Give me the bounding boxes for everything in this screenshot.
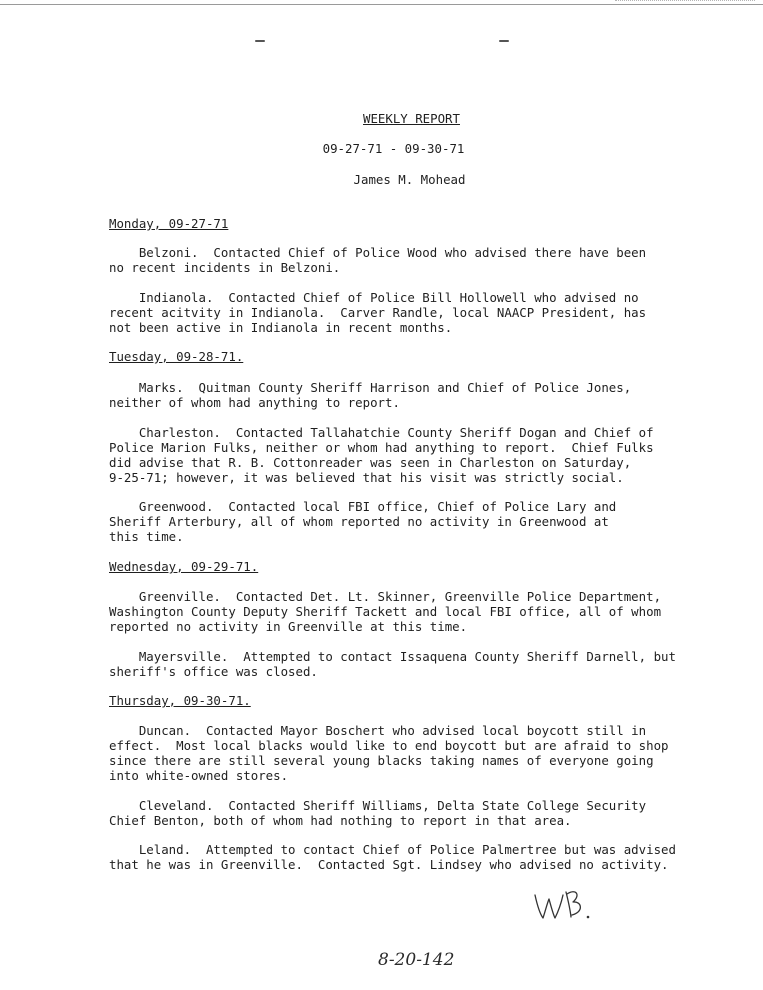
paragraph-line: neither of whom had anything to report. — [109, 395, 400, 410]
day-heading-wednesday: Wednesday, 09-29-71. — [109, 559, 259, 574]
paragraph-line: that he was in Greenville. Contacted Sgt. Lindsey who advised no activity. — [109, 857, 669, 872]
paragraph-line: Washington County Deputy Sheriff Tackett and local FBI office, all of whom — [109, 604, 662, 619]
paragraph-line: Cleveland. Contacted Sheriff Williams, Delta State College Security — [109, 798, 647, 813]
punch-mark-right — [499, 40, 509, 42]
page-top-edge — [0, 4, 763, 5]
day-heading-monday: Monday, 09-27-71 — [109, 216, 229, 231]
paragraph-line: reported no activity in Greenville at this time. — [109, 619, 468, 634]
paragraph-line: sheriff's office was closed. — [109, 664, 318, 679]
paragraph-line: Marks. Quitman County Sheriff Harrison and Chief of Police Jones, — [109, 380, 632, 395]
paragraph-line: Duncan. Contacted Mayor Boschert who advised local boycott still in — [109, 723, 647, 738]
paragraph-line: 9-25-71; however, it was believed that his visit was strictly social. — [109, 470, 624, 485]
paragraph-line: Sheriff Arterbury, all of whom reported no activity in Greenwood at — [109, 514, 609, 529]
paragraph-line: not been active in Indianola in recent months. — [109, 320, 453, 335]
handwritten-file-number: 8-20-142 — [378, 950, 455, 970]
report-author: James M. Mohead — [353, 172, 466, 187]
paragraph-line: Greenwood. Contacted local FBI office, Chief of Police Lary and — [109, 499, 617, 514]
paragraph-line: recent acitvity in Indianola. Carver Randle, local NAACP President, has — [109, 305, 647, 320]
paragraph-line: since there are still several young blacks taking names of everyone going — [109, 753, 654, 768]
handwritten-initials — [532, 886, 596, 928]
day-heading-thursday: Thursday, 09-30-71. — [109, 693, 251, 708]
paragraph-line: this time. — [109, 529, 184, 544]
paragraph-line: Charleston. Contacted Tallahatchie County Sheriff Dogan and Chief of — [109, 425, 654, 440]
paragraph-line: Police Marion Fulks, neither or whom had anything to report. Chief Fulks — [109, 440, 654, 455]
day-heading-tuesday: Tuesday, 09-28-71. — [109, 349, 244, 364]
page-edge-dots — [615, 0, 755, 1]
paragraph-line: did advise that R. B. Cottonreader was seen in Charleston on Saturday, — [109, 455, 632, 470]
paragraph-line: Belzoni. Contacted Chief of Police Wood who advised there have been — [109, 245, 647, 260]
paragraph-line: Indianola. Contacted Chief of Police Bill Hollowell who advised no — [109, 290, 639, 305]
paragraph-line: into white-owned stores. — [109, 768, 289, 783]
paragraph-line: effect. Most local blacks would like to end boycott but are afraid to shop — [109, 738, 669, 753]
paragraph-line: no recent incidents in Belzoni. — [109, 260, 341, 275]
paragraph-line: Greenville. Contacted Det. Lt. Skinner, Greenville Police Department, — [109, 589, 662, 604]
paragraph-line: Chief Benton, both of whom had nothing to report in that area. — [109, 813, 572, 828]
paragraph-line: Leland. Attempted to contact Chief of Police Palmertree but was advised — [109, 842, 676, 857]
punch-mark-left — [255, 40, 265, 42]
report-date-range: 09-27-71 - 09-30-71 — [322, 141, 465, 156]
paragraph-line: Mayersville. Attempted to contact Issaquena County Sheriff Darnell, but — [109, 649, 676, 664]
report-title: WEEKLY REPORT — [363, 111, 460, 126]
